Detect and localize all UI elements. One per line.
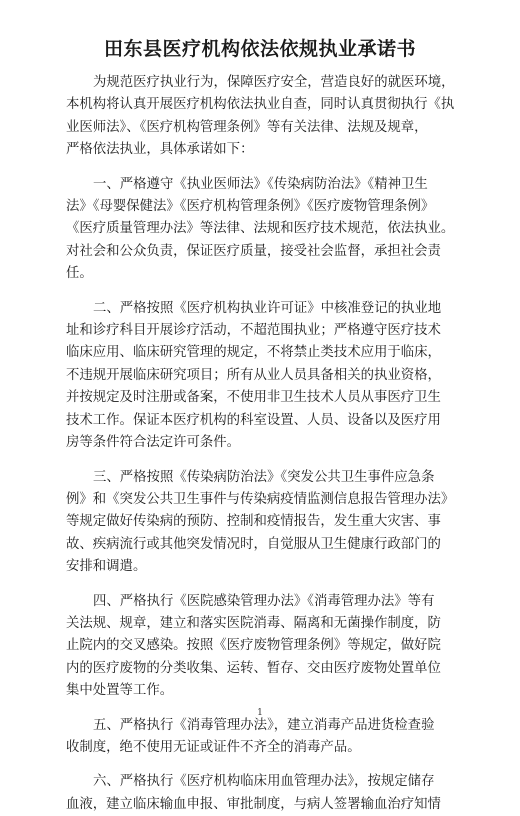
text-line: 对社会和公众负责，保证医疗质量，接受社会监督，承担社会责 [66, 243, 441, 259]
text-line: 《医疗质量管理办法》等法律、法规和医疗技术规范，依法执业。 [66, 221, 455, 237]
text-line: 严格依法执业，具体承诺如下： [66, 142, 254, 158]
text-line: 例》和《突发公共卫生事件与传染病疫情监测信息报告管理办法》 [66, 491, 455, 507]
text-line: 安排和调遣。 [66, 559, 147, 575]
text-line: 等规定做好传染病的预防、控制和疫情报告，发生重大灾害、事 [66, 514, 441, 530]
text-line: 五、严格执行《消毒管理办法》，建立消毒产品进货检查验 [93, 717, 435, 733]
document-body [66, 72, 470, 816]
paragraph-item-3 [66, 467, 470, 579]
text-line: 本机构将认真开展医疗机构依法执业自查，同时认真贯彻执行《执 [66, 97, 455, 113]
page-number: 1 [257, 708, 263, 718]
text-line: 二、严格按照《医疗机构执业许可证》中核准登记的执业地 [93, 300, 442, 316]
text-line: 房等条件符合法定许可条件。 [66, 435, 241, 451]
paragraph-item-1 [66, 174, 470, 286]
paragraph-intro [66, 72, 470, 162]
text-line: 技术工作。保证本医疗机构的科室设置、人员、设备以及医疗用 [66, 412, 441, 428]
text-line: 一、严格遵守《执业医师法》《传染病防治法》《精神卫生 [93, 176, 428, 192]
text-line: 址和诊疗科目开展诊疗活动，不超范围执业；严格遵守医疗技术 [66, 323, 441, 339]
text-line: 集中处置等工作。 [66, 683, 174, 699]
text-line: 六、严格执行《医疗机构临床用血管理办法》，按规定储存 [93, 774, 435, 790]
text-line: 业医师法》、《医疗机构管理条例》等有关法律、法规及规章， [66, 119, 428, 135]
text-line: 并按规定及时注册或备案，不使用非卫生技术人员从事医疗卫生 [66, 390, 441, 406]
text-line: 法》《母婴保健法》《医疗机构管理条例》《医疗废物管理条例》 [66, 199, 435, 215]
text-line: 临床应用、临床研究管理的规定，不将禁止类技术应用于临床， [66, 345, 441, 361]
text-line: 故、疾病流行或其他突发情况时，自觉服从卫生健康行政部门的 [66, 536, 441, 552]
text-line: 三、严格按照《传染病防治法》《突发公共卫生事件应急条 [93, 469, 435, 485]
text-line: 四、严格执行《医院感染管理办法》《消毒管理办法》等有 [93, 593, 435, 609]
paragraph-item-2 [66, 298, 470, 455]
text-line: 止院内的交叉感染。按照《医疗废物管理条例》等规定，做好院 [66, 638, 441, 654]
text-line: 收制度，绝不使用无证或证件不齐全的消毒产品。 [66, 739, 361, 755]
document-title: 田东县医疗机构依法依规执业承诺书 [103, 38, 416, 60]
text-line: 不违规开展临床研究项目；所有从业人员具备相关的执业资格， [66, 367, 441, 383]
paragraph-item-6 [66, 771, 470, 816]
text-line: 关法规、规章，建立和落实医院消毒、隔离和无菌操作制度，防 [66, 615, 441, 631]
paragraph-item-5 [66, 715, 470, 760]
paragraph-item-4 [66, 591, 470, 703]
text-line: 任。 [66, 266, 93, 282]
text-line: 为规范医疗执业行为，保障医疗安全，营造良好的就医环境， [93, 75, 455, 90]
text-line: 血液，建立临床输血申报、审批制度，与病人签署输血治疗知情 [66, 796, 441, 812]
text-line: 内的医疗废物的分类收集、运转、暂存、交由医疗废物处置单位 [66, 660, 441, 676]
